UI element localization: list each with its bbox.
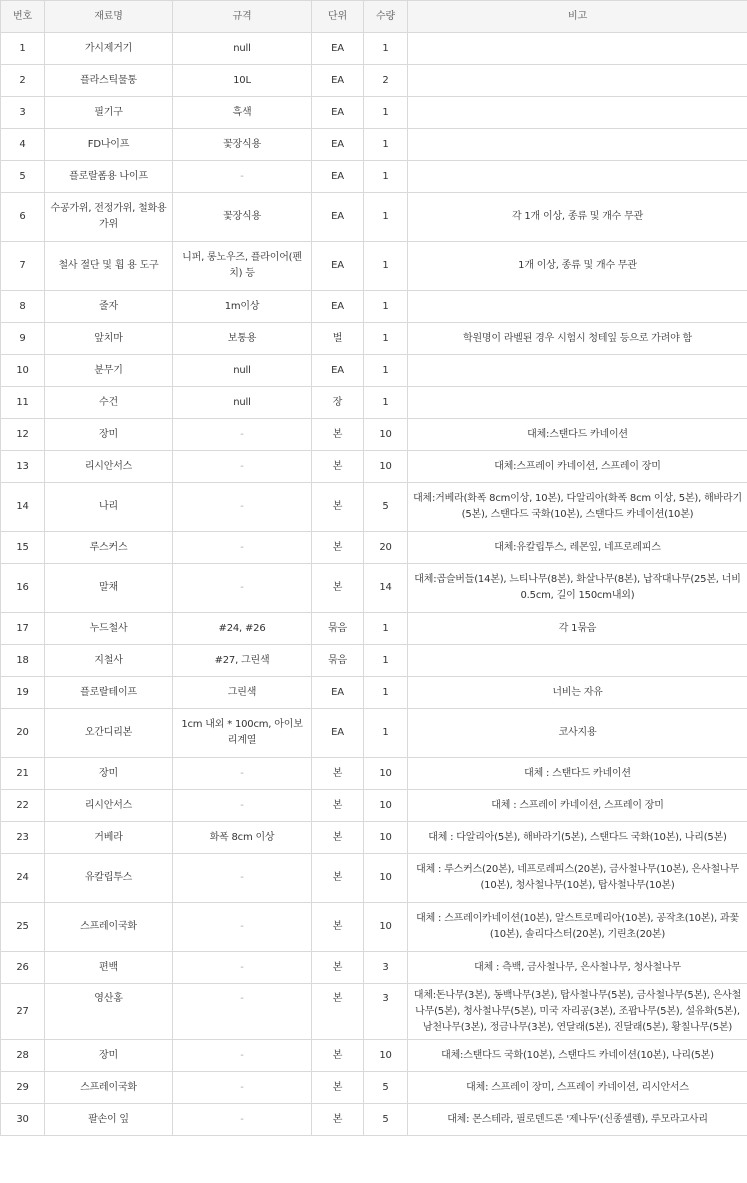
cell-spec: 꽃장식용 bbox=[173, 129, 312, 161]
table-row bbox=[1, 451, 747, 483]
cell-note: 너비는 자유 bbox=[408, 677, 747, 709]
cell-name: 리시안서스 bbox=[45, 451, 173, 483]
cell-spec: - bbox=[173, 564, 312, 613]
cell-no: 7 bbox=[1, 242, 45, 291]
cell-no: 28 bbox=[1, 1040, 45, 1072]
cell-name: FD나이프 bbox=[45, 129, 173, 161]
table-row bbox=[1, 645, 747, 677]
cell-no: 21 bbox=[1, 758, 45, 790]
cell-no: 6 bbox=[1, 193, 45, 242]
cell-unit: 본 bbox=[312, 564, 364, 613]
cell-note bbox=[408, 97, 747, 129]
cell-note bbox=[408, 161, 747, 193]
cell-spec: 흑색 bbox=[173, 97, 312, 129]
cell-spec: - bbox=[173, 790, 312, 822]
cell-unit: 본 bbox=[312, 854, 364, 903]
table-row bbox=[1, 323, 747, 355]
cell-qty: 10 bbox=[364, 419, 408, 451]
table-row bbox=[1, 564, 747, 613]
cell-unit: 벌 bbox=[312, 323, 364, 355]
cell-note: 1개 이상, 종류 및 개수 무관 bbox=[408, 242, 747, 291]
table-row bbox=[1, 483, 747, 532]
table-row bbox=[1, 790, 747, 822]
cell-note: 대체:스프레이 카네이션, 스프레이 장미 bbox=[408, 451, 747, 483]
cell-note: 대체 : 루스커스(20본), 네프로레피스(20본), 금사철나무(10본), 은사철나무(10본), 청사철나무(10본), 탑사철나무(10본) bbox=[408, 854, 747, 903]
table-row bbox=[1, 161, 747, 193]
cell-name: 장미 bbox=[45, 758, 173, 790]
table-row bbox=[1, 677, 747, 709]
cell-spec: #27, 그린색 bbox=[173, 645, 312, 677]
cell-qty: 5 bbox=[364, 1072, 408, 1104]
header-row bbox=[1, 1, 747, 33]
cell-no: 2 bbox=[1, 65, 45, 97]
cell-note: 코사지용 bbox=[408, 709, 747, 758]
cell-unit: EA bbox=[312, 65, 364, 97]
table-row bbox=[1, 984, 747, 1040]
cell-no: 19 bbox=[1, 677, 45, 709]
cell-no: 8 bbox=[1, 291, 45, 323]
cell-spec: 화폭 8cm 이상 bbox=[173, 822, 312, 854]
cell-note: 각 1묶음 bbox=[408, 613, 747, 645]
cell-qty: 1 bbox=[364, 709, 408, 758]
cell-note: 대체:유칼립투스, 레몬잎, 네프로레피스 bbox=[408, 532, 747, 564]
cell-spec: 보통용 bbox=[173, 323, 312, 355]
cell-no: 27 bbox=[1, 984, 45, 1040]
cell-note bbox=[408, 129, 747, 161]
table-row bbox=[1, 1040, 747, 1072]
cell-spec: - bbox=[173, 758, 312, 790]
cell-qty: 1 bbox=[364, 242, 408, 291]
cell-note: 대체:곱슬버들(14본), 느티나무(8본), 화살나무(8본), 납작대나무(25본, 너비 0.5cm, 길이 150cm내외) bbox=[408, 564, 747, 613]
cell-spec: #24, #26 bbox=[173, 613, 312, 645]
cell-unit: 묶음 bbox=[312, 613, 364, 645]
cell-spec: - bbox=[173, 451, 312, 483]
cell-name: 철사 절단 및 휨 용 도구 bbox=[45, 242, 173, 291]
cell-no: 20 bbox=[1, 709, 45, 758]
cell-name: 플라스틱물통 bbox=[45, 65, 173, 97]
cell-no: 18 bbox=[1, 645, 45, 677]
cell-spec: - bbox=[173, 1104, 312, 1136]
cell-name: 수공가위, 전정가위, 철화용가위 bbox=[45, 193, 173, 242]
header-qty: 수량 bbox=[364, 1, 408, 33]
cell-name: 누드철사 bbox=[45, 613, 173, 645]
table-row bbox=[1, 709, 747, 758]
cell-name: 장미 bbox=[45, 1040, 173, 1072]
cell-unit: EA bbox=[312, 677, 364, 709]
cell-note bbox=[408, 291, 747, 323]
table-row bbox=[1, 758, 747, 790]
cell-no: 17 bbox=[1, 613, 45, 645]
cell-name: 말채 bbox=[45, 564, 173, 613]
table-row bbox=[1, 65, 747, 97]
table-row bbox=[1, 97, 747, 129]
cell-unit: EA bbox=[312, 161, 364, 193]
table-row bbox=[1, 193, 747, 242]
cell-no: 29 bbox=[1, 1072, 45, 1104]
cell-qty: 3 bbox=[364, 984, 408, 1040]
cell-qty: 1 bbox=[364, 387, 408, 419]
cell-qty: 10 bbox=[364, 790, 408, 822]
cell-spec: 꽃장식용 bbox=[173, 193, 312, 242]
cell-spec: 1cm 내외 * 100cm, 아이보리계열 bbox=[173, 709, 312, 758]
cell-no: 25 bbox=[1, 903, 45, 952]
cell-qty: 1 bbox=[364, 645, 408, 677]
cell-unit: 본 bbox=[312, 483, 364, 532]
cell-spec: 1m이상 bbox=[173, 291, 312, 323]
cell-qty: 1 bbox=[364, 291, 408, 323]
cell-name: 루스커스 bbox=[45, 532, 173, 564]
cell-unit: 장 bbox=[312, 387, 364, 419]
cell-name: 필기구 bbox=[45, 97, 173, 129]
cell-note bbox=[408, 355, 747, 387]
cell-note: 대체: 몬스테라, 필로덴드론 '제나두'(신종셀렘), 루모라고사리 bbox=[408, 1104, 747, 1136]
cell-name: 가시제거기 bbox=[45, 33, 173, 65]
cell-name: 나리 bbox=[45, 483, 173, 532]
table-row bbox=[1, 903, 747, 952]
cell-no: 24 bbox=[1, 854, 45, 903]
cell-name: 스프레이국화 bbox=[45, 903, 173, 952]
cell-unit: EA bbox=[312, 33, 364, 65]
cell-note: 대체 : 측백, 금사철나무, 은사철나무, 청사철나무 bbox=[408, 952, 747, 984]
header-spec: 규격 bbox=[173, 1, 312, 33]
cell-no: 15 bbox=[1, 532, 45, 564]
cell-spec: - bbox=[173, 903, 312, 952]
cell-note bbox=[408, 387, 747, 419]
cell-note: 대체 : 스탠다드 카네이션 bbox=[408, 758, 747, 790]
cell-name: 줄자 bbox=[45, 291, 173, 323]
cell-qty: 1 bbox=[364, 97, 408, 129]
header-name: 재료명 bbox=[45, 1, 173, 33]
cell-name: 플로랄테이프 bbox=[45, 677, 173, 709]
cell-note: 학원명이 라벨된 경우 시험시 청테잎 등으로 가려야 함 bbox=[408, 323, 747, 355]
cell-qty: 10 bbox=[364, 822, 408, 854]
cell-qty: 14 bbox=[364, 564, 408, 613]
cell-spec: 니퍼, 롱노우즈, 플라이어(펜치) 등 bbox=[173, 242, 312, 291]
table-row bbox=[1, 854, 747, 903]
table-row bbox=[1, 242, 747, 291]
cell-qty: 1 bbox=[364, 161, 408, 193]
cell-note: 대체 : 다알리아(5본), 해바라기(5본), 스탠다드 국화(10본), 나리(5본) bbox=[408, 822, 747, 854]
header-no: 번호 bbox=[1, 1, 45, 33]
cell-unit: 본 bbox=[312, 419, 364, 451]
cell-qty: 1 bbox=[364, 193, 408, 242]
table-body bbox=[1, 33, 747, 1136]
cell-name: 장미 bbox=[45, 419, 173, 451]
cell-qty: 2 bbox=[364, 65, 408, 97]
cell-qty: 1 bbox=[364, 677, 408, 709]
cell-note: 대체:거베라(화폭 8cm이상, 10본), 다알리아(화폭 8cm 이상, 5본), 해바라기(5본), 스탠다드 국화(10본), 스탠다드 카네이션(10본) bbox=[408, 483, 747, 532]
table-row bbox=[1, 291, 747, 323]
cell-no: 4 bbox=[1, 129, 45, 161]
cell-spec: null bbox=[173, 387, 312, 419]
cell-note: 대체:스탠다드 카네이션 bbox=[408, 419, 747, 451]
cell-qty: 1 bbox=[364, 33, 408, 65]
cell-unit: EA bbox=[312, 291, 364, 323]
table-row bbox=[1, 387, 747, 419]
cell-no: 16 bbox=[1, 564, 45, 613]
cell-name: 거베라 bbox=[45, 822, 173, 854]
table-row bbox=[1, 1072, 747, 1104]
cell-no: 5 bbox=[1, 161, 45, 193]
cell-name: 유칼립투스 bbox=[45, 854, 173, 903]
cell-spec: - bbox=[173, 854, 312, 903]
cell-spec: - bbox=[173, 952, 312, 984]
cell-note bbox=[408, 65, 747, 97]
cell-unit: 본 bbox=[312, 1072, 364, 1104]
cell-no: 14 bbox=[1, 483, 45, 532]
cell-note bbox=[408, 645, 747, 677]
cell-qty: 1 bbox=[364, 355, 408, 387]
cell-spec: - bbox=[173, 161, 312, 193]
cell-name: 스프레이국화 bbox=[45, 1072, 173, 1104]
cell-qty: 1 bbox=[364, 129, 408, 161]
cell-spec: - bbox=[173, 419, 312, 451]
table-header bbox=[1, 1, 747, 33]
table-row bbox=[1, 822, 747, 854]
cell-no: 30 bbox=[1, 1104, 45, 1136]
cell-qty: 1 bbox=[364, 323, 408, 355]
cell-qty: 3 bbox=[364, 952, 408, 984]
cell-spec: 10L bbox=[173, 65, 312, 97]
cell-unit: 본 bbox=[312, 952, 364, 984]
cell-note: 대체:스탠다드 국화(10본), 스탠다드 카네이션(10본), 나리(5본) bbox=[408, 1040, 747, 1072]
cell-qty: 10 bbox=[364, 903, 408, 952]
cell-spec: - bbox=[173, 532, 312, 564]
cell-no: 22 bbox=[1, 790, 45, 822]
cell-name: 팔손이 잎 bbox=[45, 1104, 173, 1136]
cell-spec: 그린색 bbox=[173, 677, 312, 709]
table-row bbox=[1, 419, 747, 451]
cell-note: 대체: 스프레이 장미, 스프레이 카네이션, 리시안서스 bbox=[408, 1072, 747, 1104]
cell-no: 9 bbox=[1, 323, 45, 355]
cell-note: 대체 : 스프레이카네이션(10본), 알스트로메리아(10본), 공작초(10본), 과꽃(10본), 솔리다스터(20본), 기린초(20본) bbox=[408, 903, 747, 952]
table-row bbox=[1, 532, 747, 564]
cell-unit: 본 bbox=[312, 822, 364, 854]
cell-no: 26 bbox=[1, 952, 45, 984]
cell-unit: 본 bbox=[312, 532, 364, 564]
cell-no: 11 bbox=[1, 387, 45, 419]
cell-unit: EA bbox=[312, 355, 364, 387]
cell-no: 10 bbox=[1, 355, 45, 387]
cell-no: 13 bbox=[1, 451, 45, 483]
cell-unit: EA bbox=[312, 242, 364, 291]
cell-note: 대체:돈나무(3본), 동백나무(3본), 탑사철나무(5본), 금사철나무(5본), 은사철나무(5본), 청사철나무(5본), 미국 자리공(3본), 조팝나무(5본), 설유화(5본), 남천나무(3본), 정금나무(3본), 연달래(5본), 진달래(5본), 황칠나무(5본) bbox=[408, 984, 747, 1040]
cell-no: 23 bbox=[1, 822, 45, 854]
cell-name: 수건 bbox=[45, 387, 173, 419]
table-row bbox=[1, 355, 747, 387]
header-note: 비고 bbox=[408, 1, 747, 33]
cell-unit: 본 bbox=[312, 758, 364, 790]
cell-unit: 본 bbox=[312, 1040, 364, 1072]
cell-unit: EA bbox=[312, 129, 364, 161]
cell-unit: 본 bbox=[312, 790, 364, 822]
cell-spec: null bbox=[173, 33, 312, 65]
cell-no: 3 bbox=[1, 97, 45, 129]
cell-unit: 본 bbox=[312, 1104, 364, 1136]
cell-note: 대체 : 스프레이 카네이션, 스프레이 장미 bbox=[408, 790, 747, 822]
table-row bbox=[1, 613, 747, 645]
cell-qty: 5 bbox=[364, 1104, 408, 1136]
table-row bbox=[1, 129, 747, 161]
cell-name: 오간디리본 bbox=[45, 709, 173, 758]
cell-spec: null bbox=[173, 355, 312, 387]
cell-unit: 본 bbox=[312, 451, 364, 483]
cell-qty: 10 bbox=[364, 451, 408, 483]
cell-name: 편백 bbox=[45, 952, 173, 984]
cell-qty: 20 bbox=[364, 532, 408, 564]
cell-unit: EA bbox=[312, 193, 364, 242]
cell-note: 각 1개 이상, 종류 및 개수 무관 bbox=[408, 193, 747, 242]
cell-qty: 1 bbox=[364, 613, 408, 645]
table-row bbox=[1, 952, 747, 984]
cell-unit: 본 bbox=[312, 984, 364, 1040]
cell-name: 리시안서스 bbox=[45, 790, 173, 822]
table-row bbox=[1, 33, 747, 65]
cell-no: 1 bbox=[1, 33, 45, 65]
cell-qty: 10 bbox=[364, 854, 408, 903]
cell-qty: 10 bbox=[364, 1040, 408, 1072]
cell-spec: - bbox=[173, 984, 312, 1040]
cell-note bbox=[408, 33, 747, 65]
cell-unit: EA bbox=[312, 709, 364, 758]
cell-qty: 10 bbox=[364, 758, 408, 790]
cell-unit: 묶음 bbox=[312, 645, 364, 677]
cell-qty: 5 bbox=[364, 483, 408, 532]
cell-unit: EA bbox=[312, 97, 364, 129]
cell-name: 지철사 bbox=[45, 645, 173, 677]
cell-spec: - bbox=[173, 483, 312, 532]
table-row bbox=[1, 1104, 747, 1136]
header-unit: 단위 bbox=[312, 1, 364, 33]
cell-name: 분무기 bbox=[45, 355, 173, 387]
cell-name: 영산홍 bbox=[45, 984, 173, 1040]
cell-name: 앞치마 bbox=[45, 323, 173, 355]
cell-spec: - bbox=[173, 1040, 312, 1072]
cell-unit: 본 bbox=[312, 903, 364, 952]
cell-spec: - bbox=[173, 1072, 312, 1104]
cell-no: 12 bbox=[1, 419, 45, 451]
cell-name: 플로랄폼용 나이프 bbox=[45, 161, 173, 193]
